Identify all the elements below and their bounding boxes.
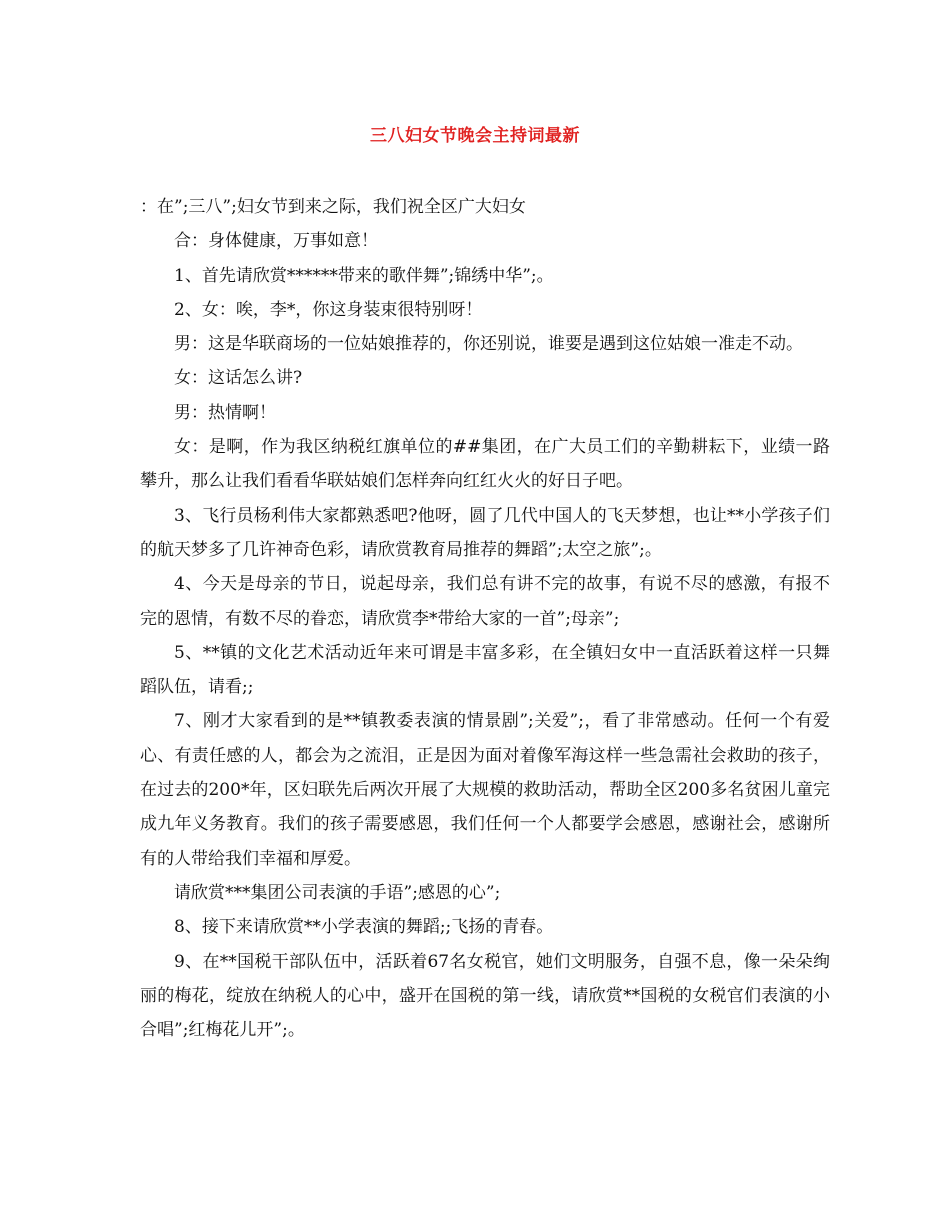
paragraph-opening: ：在”;三八”;妇女节到来之际，我们祝全区广大妇女 — [140, 197, 526, 217]
paragraph-item-3: 3、飞行员杨利伟大家都熟悉吧?他呀，圆了几代中国人的飞天梦想，也让**小学孩子们的航天梦多了几许神奇色彩，请欣赏教育局推荐的舞蹈”;太空之旅”;。 — [140, 505, 830, 560]
paragraph-item-7: 7、刚才大家看到的是**镇教委表演的情景剧”;关爱”;，看了非常感动。任何一个有爱心、有责任感的人，都会为之流泪，正是因为面对着像军海这样一些急需社会救助的孩子，在过去的200*年，区妇联先后两次开展了大规模的救助活动，帮助全区200多名贫困儿童完成九年义务教育。我们的孩子需要感恩，我们任何一个人都要学会感恩，感谢社会，感谢所有的人带给我们幸福和厚爱。 — [140, 711, 830, 869]
paragraph-sign-language: 请欣赏***集团公司表演的手语”;感恩的心”; — [174, 882, 501, 903]
paragraph-item-9: 9、在**国税干部队伍中，活跃着67名女税官，她们文明服务，自强不息，像一朵朵绚丽的梅花，绽放在纳税人的心中，盛开在国税的第一线，请欣赏**国税的女税官们表演的小合唱”;红梅花儿开”;。 — [140, 951, 830, 1041]
document-title: 三八妇女节晚会主持词最新 — [370, 126, 580, 146]
paragraph-item-2: 2、女：唉，李*，你这身装束很特别呀！ — [174, 299, 483, 320]
document-body — [140, 190, 830, 1047]
paragraph-chorus: 合：身体健康，万事如意！ — [174, 231, 378, 252]
paragraph-item-5: 5、**镇的文化艺术活动近年来可谓是丰富多彩，在全镇妇女中一直活跃着这样一只舞蹈队伍，请看;; — [140, 642, 830, 698]
paragraph-item-8: 8、接下来请欣赏**小学表演的舞蹈;;飞扬的青春。 — [174, 917, 554, 938]
paragraph-dialogue-male-2: 男：热情啊！ — [174, 402, 276, 423]
paragraph-item-1: 1、首先请欣赏******带来的歌伴舞”;锦绣中华”;。 — [174, 265, 554, 286]
paragraph-dialogue-female-1: 女：这话怎么讲? — [174, 368, 303, 389]
paragraph-dialogue-male-1: 男：这是华联商场的一位姑娘推荐的，你还别说，谁要是遇到这位姑娘一准走不动。 — [174, 334, 803, 355]
paragraph-item-4: 4、今天是母亲的节日，说起母亲，我们总有讲不完的故事，有说不尽的感激，有报不完的恩情，有数不尽的眷恋，请欣赏李*带给大家的一首”;母亲”; — [140, 574, 830, 629]
paragraph-dialogue-female-2: 女：是啊，作为我区纳税红旗单位的##集团，在广大员工们的辛勤耕耘下，业绩一路攀升，那么让我们看看华联姑娘们怎样奔向红红火火的好日子吧。 — [140, 437, 830, 492]
